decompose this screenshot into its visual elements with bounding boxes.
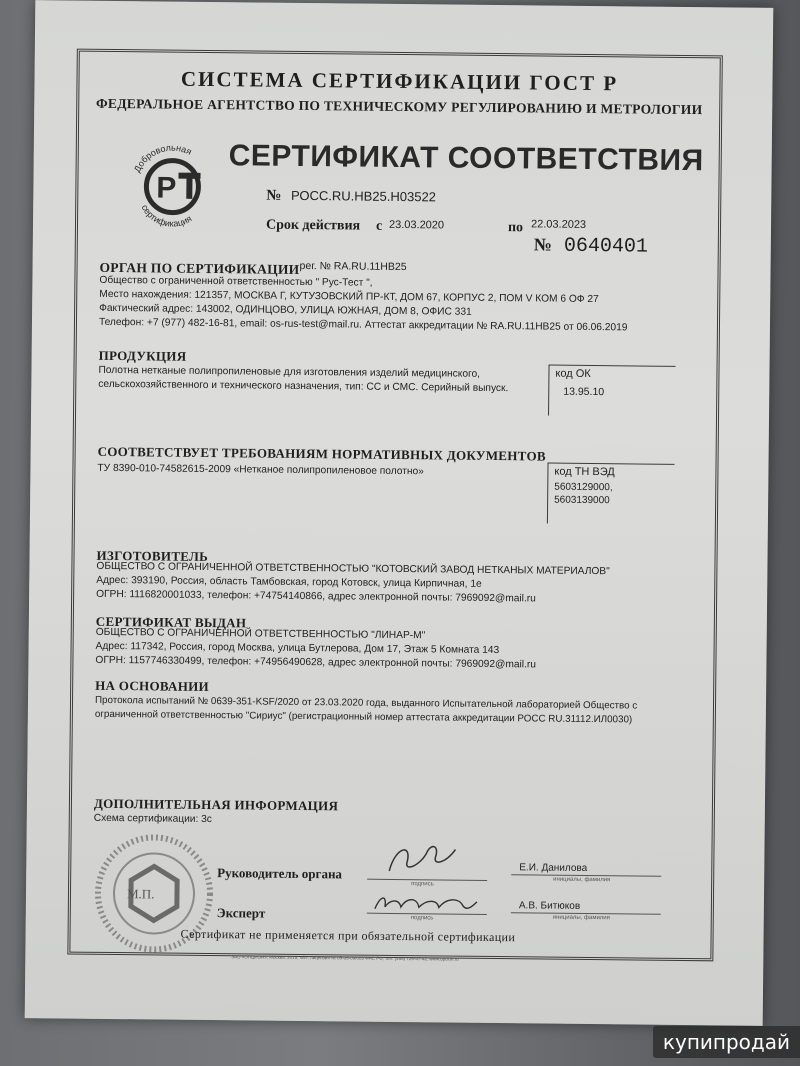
issued-to-line-1: ОБЩЕСТВО С ОГРАНИЧЕННОЙ ОТВЕТСТВЕННОСТЬЮ "ЛИНАР-М" <box>95 626 426 642</box>
tnved-code-1: 5603129000, <box>554 481 613 494</box>
system-heading: СИСТЕМА СЕРТИФИКАЦИИ ГОСТ Р <box>180 66 619 96</box>
ok-code-label: код ОК <box>555 367 591 380</box>
issued-to-line-2: Адрес: 117342, Россия, город Москва, улица Бутлерова, Дом 17, Этаж 5 Комната 143 <box>95 640 500 657</box>
product-title: ПРОДУКЦИЯ <box>98 347 187 364</box>
compliance-title: СООТВЕТСТВУЕТ ТРЕБОВАНИЯМ НОРМАТИВНЫХ ДОКУМЕНТОВ <box>97 443 546 464</box>
manufacturer-line-3: ОГРН: 1116820001033, телефон: +74754140866, адрес электронной почты: 7969092@mail.ru <box>96 588 536 605</box>
tnved-code-label: код ТН ВЭД <box>554 465 615 479</box>
certificate-number: РОСС.RU.НВ25.Н03522 <box>290 187 437 205</box>
gost-r-logo <box>126 140 219 233</box>
kupiprodai-watermark: купипродай <box>653 1026 800 1058</box>
ok-code-box <box>548 365 676 417</box>
tnved-code-box <box>547 463 675 525</box>
product-line-2: сельскохозяйственного и технического назначения, тип: СС и СМС. Серийный выпуск. <box>98 378 509 395</box>
certification-body-reg: рег. № RA.RU.11НВ25 <box>299 259 407 274</box>
agency-heading: ФЕДЕРАЛЬНОЕ АГЕНТСТВО ПО ТЕХНИЧЕСКОМУ РЕГУЛИРОВАНИЮ И МЕТРОЛОГИИ <box>95 95 703 118</box>
manufacturer-title: ИЗГОТОВИТЕЛЬ <box>96 547 209 565</box>
head-initials-caption: инициалы, фамилия <box>553 876 611 884</box>
certificate-number-line <box>266 188 436 207</box>
validity-label: Срок действия <box>265 217 361 234</box>
expert-initials-caption: инициалы, фамилия <box>552 914 610 922</box>
expert-label: Эксперт <box>216 905 266 921</box>
svg-text:Добровольная <box>132 142 194 174</box>
tnved-code-2: 5603139000 <box>554 494 610 507</box>
svg-text:P: P <box>156 171 177 205</box>
serial-number: 0640401 <box>563 234 649 259</box>
expert-sign-caption: подпись <box>410 915 434 922</box>
validity-to-label: по <box>507 220 524 236</box>
serial-sign: № <box>533 234 553 255</box>
validity-from-label: с <box>375 218 383 234</box>
cert-body-line-2: Место нахождения: 121357, МОСКВА Г, КУТУЗОВСКИЙ ПР-КТ, ДОМ 67, КОРПУС 2, ПОМ V КОМ 6 ОФ 27 <box>99 288 599 306</box>
issued-to-line-3: ОГРН: 1157746330499, телефон: +74956490628, адрес электронной почты: 7969092@mail.ru <box>95 654 536 671</box>
serial-number-line <box>534 234 648 258</box>
head-name: Е.И. Данилова <box>519 862 588 874</box>
expert-name: А.В. Битюков <box>518 900 581 912</box>
basis-line-1: Протокола испытаний № 0639-351-KSF/2020 от 23.03.2020 года, выданного Испытательной лабораторией Общество с <box>94 694 638 712</box>
additional-line: Схема сертификации: 3с <box>93 812 212 826</box>
expert-signature-icon <box>371 891 481 918</box>
cert-body-line-1: Общество с ограниченной ответственностью " Рус-Тест ", <box>99 274 373 289</box>
validity-from-date: 23.03.2020 <box>388 218 445 232</box>
certificate-title: СЕРТИФИКАТ СООТВЕТСТВИЯ <box>228 139 704 178</box>
head-label: Руководитель органа <box>217 865 343 882</box>
certification-body-title: ОРГАН ПО СЕРТИФИКАЦИИ <box>99 259 300 277</box>
ok-code-value: 13.95.10 <box>563 385 605 399</box>
stamp-text: М.П. <box>126 886 155 902</box>
logo-top-text: Добровольная <box>131 142 194 174</box>
cert-body-line-4: Телефон: +7 (977) 482-16-81, email: os-rus-test@mail.ru. Аттестат аккредитации № RA.RU.11НВ25 от 06.06.2019 <box>98 316 628 334</box>
certificate-sheet <box>25 0 774 1026</box>
number-sign: № <box>266 187 282 204</box>
product-line-1: Полотна нетканые полипропиленовые для изготовления изделий медицинского, <box>98 364 481 380</box>
head-signature-icon <box>381 837 461 882</box>
cert-body-line-3: Фактический адрес: 143002, ОДИНЦОВО, УЛИЦА ЮЖНАЯ, ДОМ 8, ОФИС 331 <box>99 302 472 318</box>
footer-note: Сертификат не применяется при обязательной сертификации <box>180 926 516 945</box>
manufacturer-line-1: ОБЩЕСТВО С ОГРАНИЧЕННОЙ ОТВЕТСТВЕННОСТЬЮ "КОТОВСКИЙ ЗАВОД НЕТКАНЫХ МАТЕРИАЛОВ" <box>96 560 610 578</box>
pct-logo-icon <box>126 140 219 233</box>
validity-to-date: 22.03.2023 <box>530 218 587 231</box>
print-info: ЗАО «ОПЦИОН», Москва, 2019, «Б», лицензия № 05-05-09/003 ФНС РФ, тел. (495) 726-47-42, www.opcion.ru <box>231 954 459 962</box>
compliance-line: ТУ 8390-010-74582615-2009 «Нетканое полипропиленовое полотно» <box>97 462 424 478</box>
issued-to-title: СЕРТИФИКАТ ВЫДАН <box>95 613 247 631</box>
basis-title: НА ОСНОВАНИИ <box>95 677 210 695</box>
manufacturer-line-2: Адрес: 393190, Россия, область Тамбовская, город Котовск, улица Кирпичная, 1е <box>96 574 482 590</box>
head-sign-caption: подпись <box>411 881 434 888</box>
logo-bottom-text: сертификация <box>139 202 194 229</box>
basis-line-2: ограниченной ответственностью "Сириус" (регистрационный номер аттестата аккредитации РОСС RU.31112.ИЛ0030) <box>94 708 633 726</box>
additional-title: ДОПОЛНИТЕЛЬНАЯ ИНФОРМАЦИЯ <box>93 795 339 814</box>
certificate-frame <box>67 49 722 962</box>
